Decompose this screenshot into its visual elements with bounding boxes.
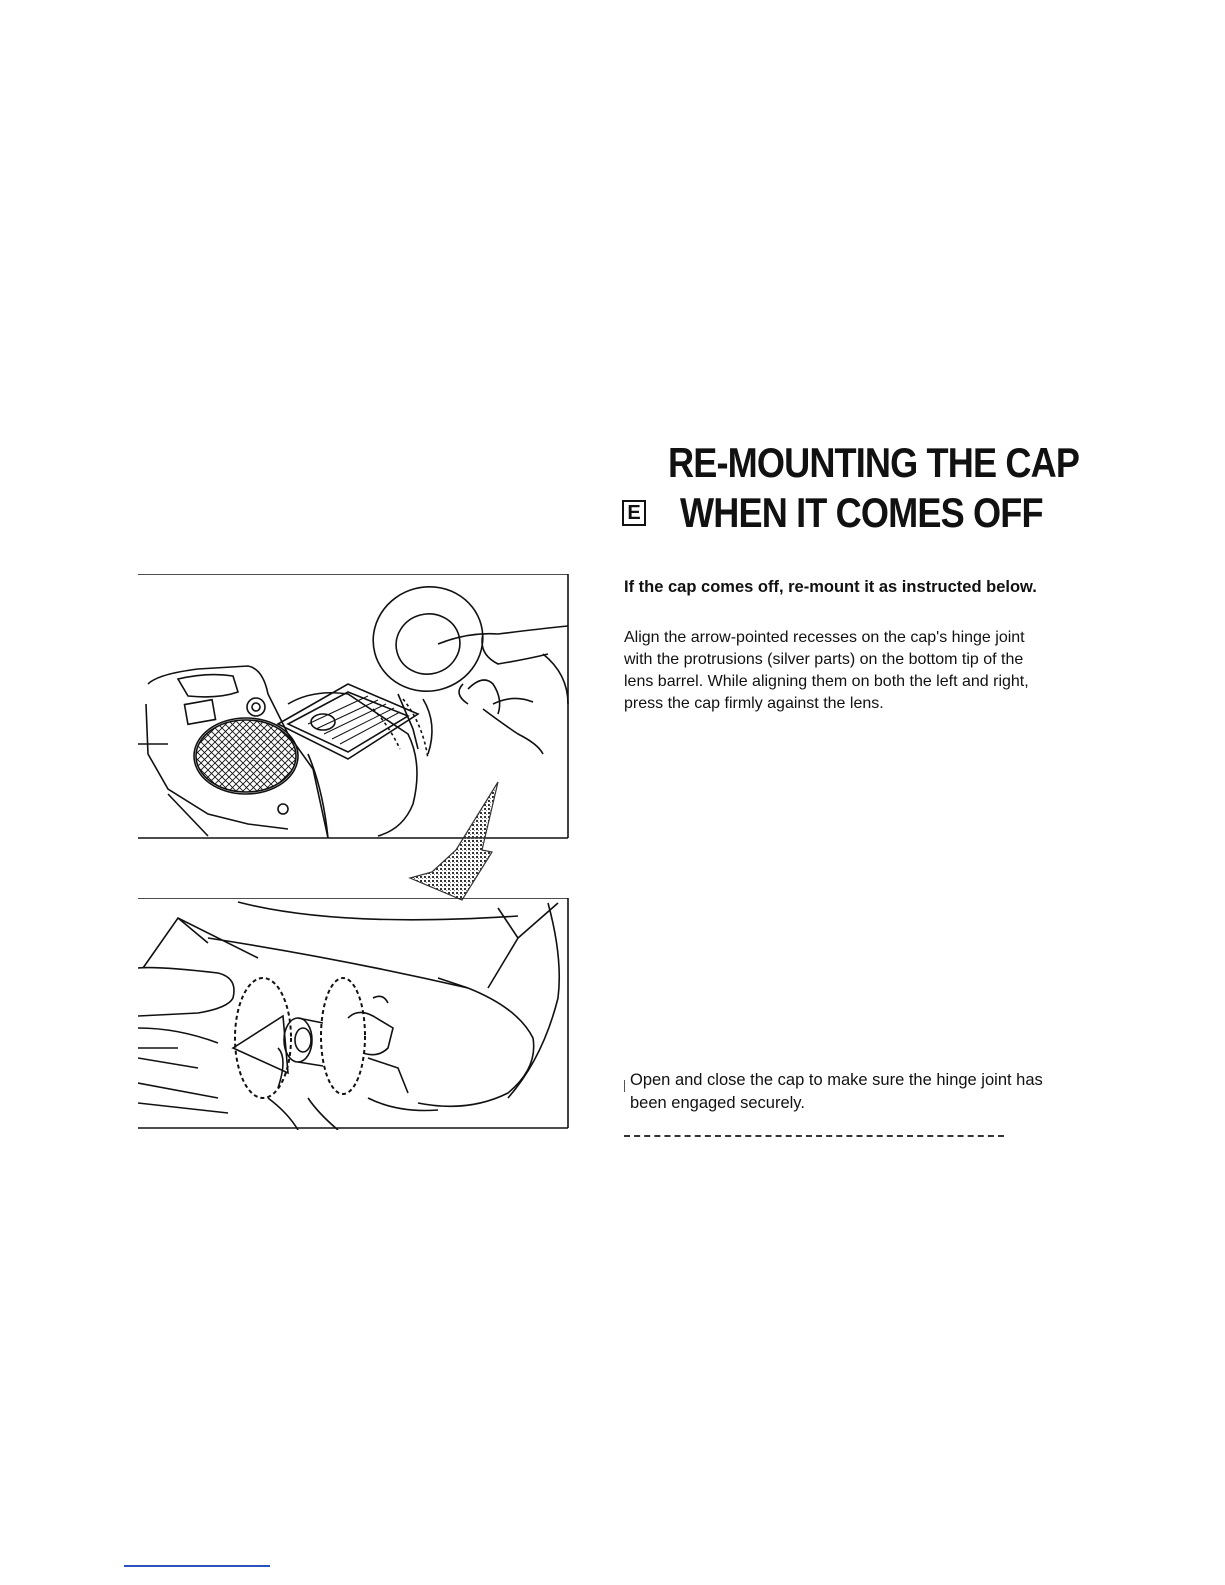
title-line-1: RE-MOUNTING THE CAP (668, 439, 1080, 486)
hinge-closeup-illustration (138, 898, 570, 1130)
note-paragraph: Open and close the cap to make sure the hinge joint has been engaged securely. (630, 1071, 1043, 1112)
note-rule (624, 1135, 1004, 1137)
down-arrow-icon (400, 780, 540, 910)
note-margin-mark (624, 1080, 626, 1092)
footer-link-line (124, 1565, 270, 1567)
language-badge: E (622, 500, 646, 526)
page-title (668, 438, 1115, 538)
instructions-paragraph: Align the arrow-pointed recesses on the cap's hinge joint with the protrusions (silver parts) on the bottom tip of the lens barrel. While aligning them on both the left and right, press the cap firmly against the lens. (624, 629, 1029, 712)
title-line-2: WHEN IT COMES OFF (680, 489, 1043, 536)
lead-paragraph: If the cap comes off, re-mount it as instructed below. (624, 578, 1037, 596)
